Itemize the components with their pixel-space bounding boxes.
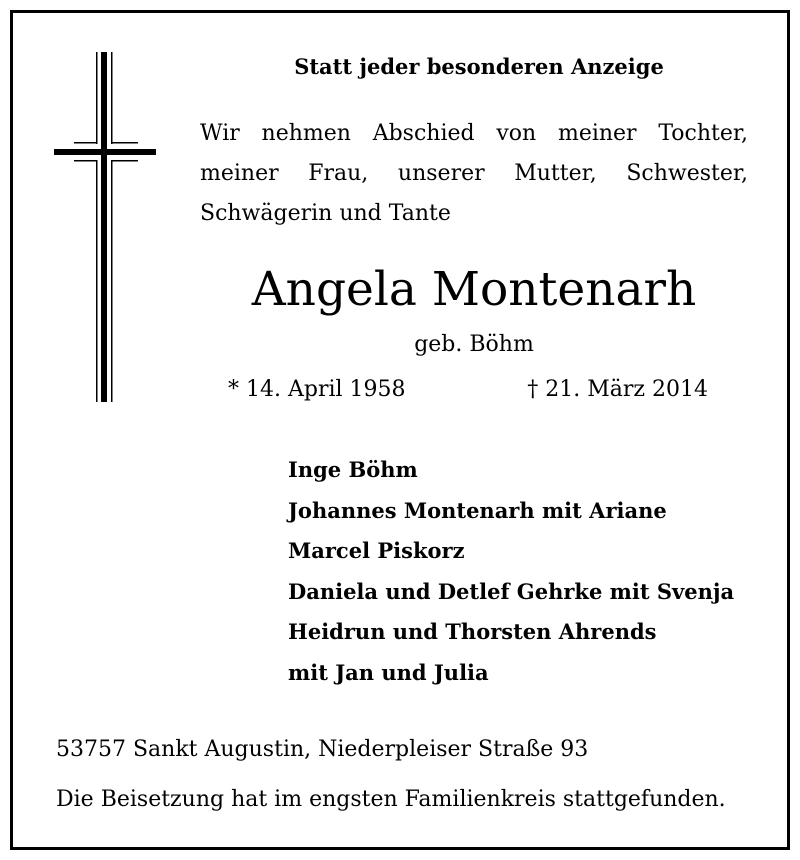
deceased-name: Angela Montenarh [251,262,697,317]
birth-date: * 14. April 1958 [228,377,406,402]
intro-text [200,114,748,234]
mourner-line: Daniela und Detlef Gehrke mit Svenja [288,578,735,604]
intro-line: meiner Frau, unserer Mutter, Schwester, [200,161,748,186]
mourner-line: Inge Böhm [288,457,418,482]
mourner-line: Marcel Piskorz [288,538,465,563]
mourner-line: Heidrun und Thorsten Ahrends [288,619,657,644]
death-date: † 21. März 2014 [527,377,708,402]
burial-note: Die Beisetzung hat im engsten Familienkreis stattgefunden. [56,787,726,812]
birth-name: geb. Böhm [414,332,534,357]
intro-line: Schwägerin und Tante [200,201,451,226]
mourner-line: Johannes Montenarh mit Ariane [288,497,667,523]
notice-heading: Statt jeder besonderen Anzeige [294,54,664,79]
intro-line: Wir nehmen Abschied von meiner Tochter, [200,121,748,146]
latin-cross-icon [54,52,156,402]
address: 53757 Sankt Augustin, Niederpleiser Straße 93 [56,737,589,762]
mourner-line: mit Jan und Julia [288,659,489,685]
mourners-list [288,450,734,693]
